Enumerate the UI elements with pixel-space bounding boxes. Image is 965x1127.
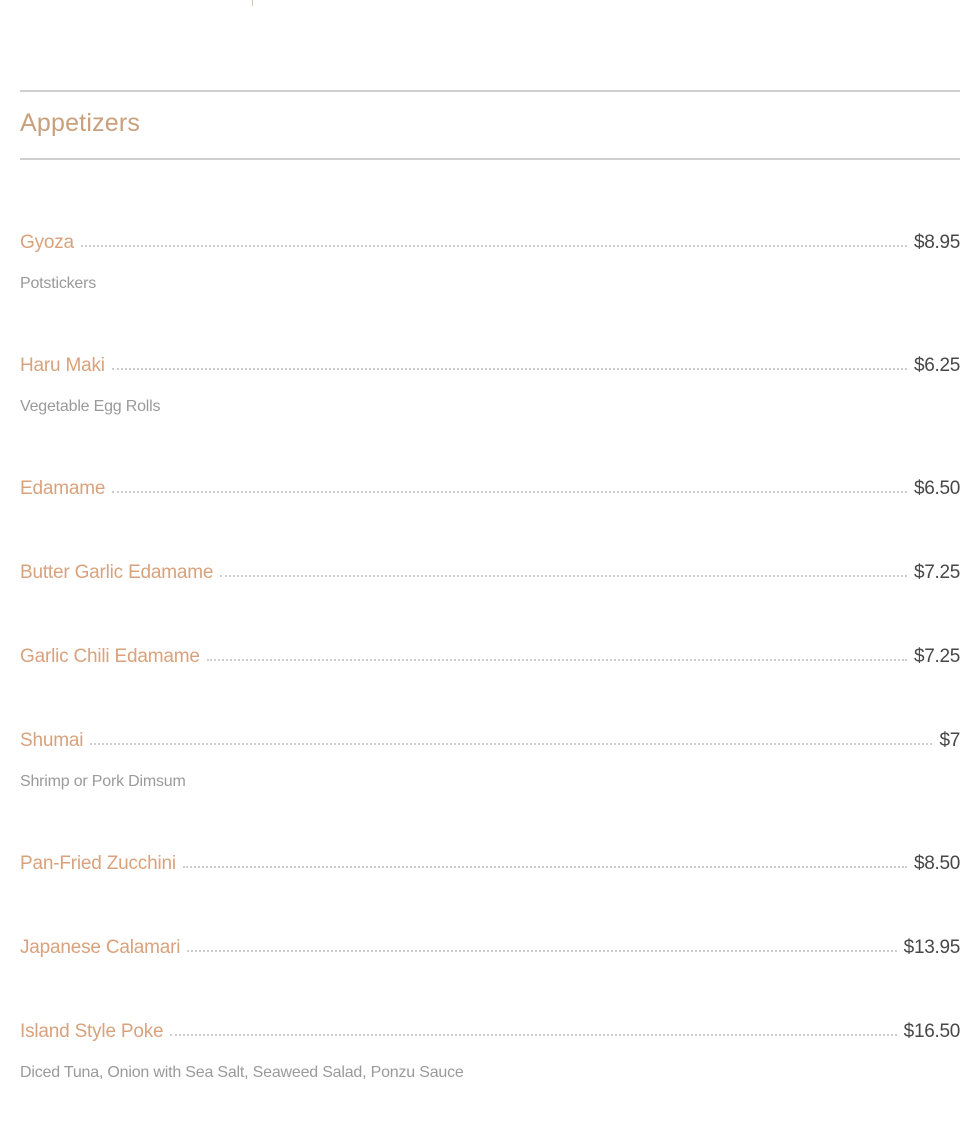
menu-item bbox=[20, 355, 960, 381]
menu-item bbox=[20, 853, 960, 879]
item-price: $7.25 bbox=[913, 646, 960, 667]
item-name: Gyoza bbox=[20, 232, 74, 253]
menu-item bbox=[20, 478, 960, 504]
item-name: Shumai bbox=[20, 730, 84, 751]
item-description: Diced Tuna, Onion with Sea Salt, Seaweed Salad, Ponzu Sauce bbox=[20, 1064, 464, 1081]
menu-item bbox=[20, 646, 960, 672]
item-description: Vegetable Egg Rolls bbox=[20, 398, 161, 415]
item-name: Haru Maki bbox=[20, 355, 105, 376]
item-price: $8.95 bbox=[913, 232, 960, 253]
item-price: $13.95 bbox=[903, 937, 960, 958]
item-description: Potstickers bbox=[20, 275, 97, 292]
dot-leader bbox=[112, 368, 907, 370]
section-header bbox=[20, 90, 960, 160]
item-price: $6.25 bbox=[913, 355, 960, 376]
dot-leader bbox=[112, 491, 907, 493]
item-price: $16.50 bbox=[903, 1021, 960, 1042]
menu-item bbox=[20, 1021, 960, 1047]
item-description: Shrimp or Pork Dimsum bbox=[20, 773, 186, 790]
previous-section-divider bbox=[252, 0, 253, 6]
item-name: Garlic Chili Edamame bbox=[20, 646, 200, 667]
item-name: Butter Garlic Edamame bbox=[20, 562, 214, 583]
menu-item bbox=[20, 232, 960, 258]
section-title: Appetizers bbox=[20, 109, 141, 137]
item-price: $7 bbox=[939, 730, 960, 751]
dot-leader bbox=[207, 659, 907, 661]
menu-item bbox=[20, 562, 960, 588]
dot-leader bbox=[220, 575, 907, 577]
item-name: Pan-Fried Zucchini bbox=[20, 853, 176, 874]
dot-leader bbox=[170, 1034, 896, 1036]
item-price: $6.50 bbox=[913, 478, 960, 499]
dot-leader bbox=[81, 245, 907, 247]
dot-leader bbox=[90, 743, 932, 745]
item-name: Japanese Calamari bbox=[20, 937, 181, 958]
dot-leader bbox=[183, 866, 907, 868]
item-price: $8.50 bbox=[913, 853, 960, 874]
dot-leader bbox=[187, 950, 896, 952]
item-price: $7.25 bbox=[913, 562, 960, 583]
item-name: Island Style Poke bbox=[20, 1021, 164, 1042]
menu-item bbox=[20, 730, 960, 756]
item-name: Edamame bbox=[20, 478, 106, 499]
menu-item bbox=[20, 937, 960, 963]
